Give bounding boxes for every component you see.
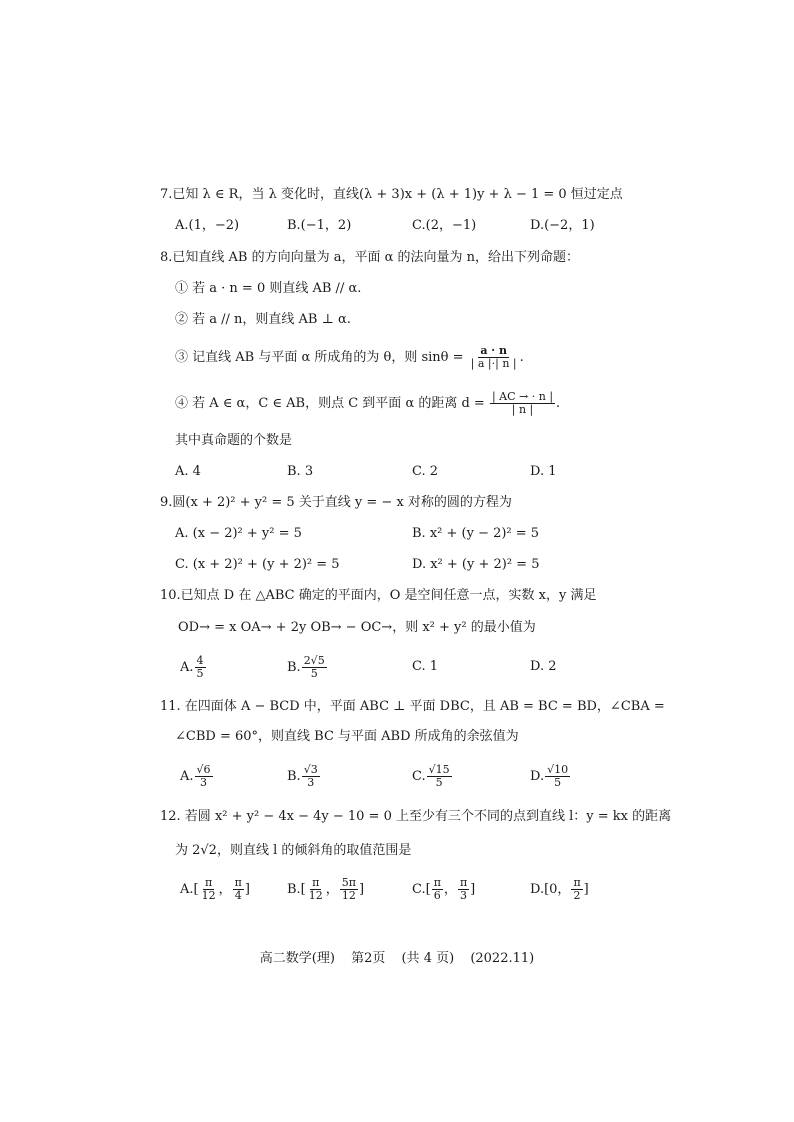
q10-option-b-label: B. — [287, 660, 301, 675]
q11-option-c — [412, 764, 453, 789]
q12-option-b-frac2-num: 5π — [341, 876, 357, 889]
q11-option-b-num: √3 — [303, 763, 318, 776]
q7-stem: 7.已知 λ ∈ R，当 λ 变化时，直线(λ + 3)x + (λ + 1)y + λ − 1 = 0 恒过定点 — [160, 187, 623, 202]
q11-option-c-num: √15 — [428, 763, 450, 776]
q8-question: 其中真命题的个数是 — [175, 433, 293, 448]
q10-option-b-num: 2√5 — [303, 654, 325, 667]
q11-option-d-den: 5 — [554, 776, 562, 789]
q8-p3-text: ③ 记直线 AB 与平面 α 所成角的为 θ，则 sinθ = — [175, 350, 464, 365]
q12-option-b-frac2 — [340, 877, 358, 902]
q12-option-c-sep: ， — [443, 882, 457, 897]
q11-option-d-num: √10 — [547, 763, 569, 776]
q12-option-c-frac2-num: π — [459, 876, 468, 889]
q12-option-a-frac2 — [233, 877, 244, 902]
q12-option-d-frac-den: 2 — [573, 889, 581, 902]
q11-option-a — [180, 764, 214, 789]
q12-option-a-frac1-num: π — [204, 876, 213, 889]
q8-p3-fraction — [469, 345, 519, 370]
q8-p4-numerator: | AC → · n | — [491, 390, 554, 403]
q12-option-d-close: ] — [583, 882, 589, 897]
q12-option-c-frac1-num: π — [433, 876, 441, 889]
q10-option-b-den: 5 — [310, 667, 318, 680]
q8-stem: 8.已知直线 AB 的方向向量为 a，平面 α 的法向量为 n，给出下列命题： — [160, 250, 580, 265]
q11-option-a-den: 3 — [200, 776, 208, 789]
q12-option-b-frac1-den: 12 — [308, 889, 323, 902]
q11-option-d-label: D. — [530, 769, 545, 784]
q10-option-d: D. 2 — [530, 659, 557, 674]
q7-option-a: A.(1，−2) — [175, 218, 240, 233]
footer-subject: 高二数学(理) — [259, 951, 335, 966]
q11-option-b-den: 3 — [307, 776, 315, 789]
q7-option-c: C.(2，−1) — [412, 218, 477, 233]
q11-stem: 11. 在四面体 A − BCD 中，平面 ABC ⊥ 平面 DBC，且 AB = BC = BD，∠CBA = — [160, 699, 665, 714]
q8-p4-denominator: | n | — [511, 403, 534, 416]
q10-option-a-den: 5 — [196, 667, 204, 680]
q12-option-a-frac1 — [200, 877, 218, 902]
q10-option-a — [180, 655, 207, 680]
q8-proposition-3: ③ 记直线 AB 与平面 α 所成角的为 θ，则 sinθ = $\frac{a \cdot n}{| a |\cdot| n |}$ . — [175, 344, 524, 370]
q12-option-d-open: D.[0， — [530, 882, 571, 897]
q11-option-d — [530, 764, 571, 789]
q10-option-b-fraction — [302, 655, 327, 680]
q8-proposition-4: ④ 若 A ∈ α，C ∈ AB，则点 C 到平面 α 的距离 d = $\frac{| AC \to \cdot n |}{| n |}$ . — [175, 390, 561, 416]
q12-stem: 12. 若圆 x² + y² − 4x − 4y − 10 = 0 上至少有三个不同的点到直线 l：y = kx 的距离 — [160, 809, 672, 824]
q11-option-b — [287, 764, 321, 789]
q12-option-b-frac1 — [307, 877, 325, 902]
q12-option-d-frac-num: π — [573, 876, 581, 889]
q8-option-d: D. 1 — [530, 464, 557, 479]
footer-page: 第2页 — [351, 951, 386, 966]
q12-option-d — [530, 877, 589, 902]
q12-option-d-frac — [571, 877, 582, 902]
q12-line2: 为 2√2，则直线 l 的倾斜角的取值范围是 — [175, 843, 412, 858]
q8-p3-denominator: | a |·| n | — [470, 357, 517, 370]
q7-option-b: B.(−1，2) — [287, 218, 352, 233]
q12-option-a-close: ] — [244, 882, 250, 897]
q10-condition: OD→ = x OA→ + 2y OB→ − OC→，则 x² + y² 的最小值为 — [178, 620, 536, 635]
q8-option-c: C. 2 — [412, 464, 439, 479]
q10-option-c: C. 1 — [412, 659, 439, 674]
q12-option-b — [287, 877, 364, 902]
q11-option-b-fraction — [302, 764, 320, 789]
q12-option-b-open: B.[ — [287, 882, 306, 897]
q12-option-c-frac2-den: 3 — [460, 889, 468, 902]
q12-option-b-close: ] — [359, 882, 365, 897]
q12-option-a — [180, 877, 250, 902]
q10-option-a-num: 4 — [196, 654, 204, 667]
q12-option-a-sep: ， — [218, 882, 232, 897]
q10-stem: 10.已知点 D 在 △ABC 确定的平面内，O 是空间任意一点，实数 x，y 满足 — [160, 588, 597, 603]
page-footer — [0, 947, 794, 966]
q11-option-a-label: A. — [180, 769, 194, 784]
q11-option-b-label: B. — [287, 769, 301, 784]
q12-option-c-frac1-den: 6 — [433, 889, 441, 902]
q8-option-a: A. 4 — [175, 464, 201, 479]
q12-option-c-frac2 — [458, 877, 469, 902]
q10-option-b — [287, 655, 328, 680]
q9-option-b: B. x² + (y − 2)² = 5 — [412, 526, 540, 541]
q8-p3-numerator: a · n — [480, 344, 507, 357]
q9-stem: 9.圆(x + 2)² + y² = 5 关于直线 y = − x 对称的圆的方程为 — [160, 495, 512, 510]
q11-option-a-num: √6 — [196, 763, 211, 776]
q11-option-a-fraction — [195, 764, 213, 789]
q12-option-a-frac2-den: 4 — [234, 889, 242, 902]
q9-option-a: A. (x − 2)² + y² = 5 — [175, 526, 302, 541]
q12-option-a-open: A.[ — [180, 882, 199, 897]
q8-proposition-2: ② 若 a // n，则直线 AB ⊥ α. — [175, 312, 351, 327]
footer-total: (共 4 页) — [401, 951, 455, 966]
q12-option-b-sep: ， — [325, 882, 339, 897]
q9-option-c: C. (x + 2)² + (y + 2)² = 5 — [175, 557, 340, 572]
q12-option-a-frac1-den: 12 — [201, 889, 216, 902]
q8-p4-fraction — [490, 391, 555, 416]
q12-option-c-open: C.[ — [412, 882, 431, 897]
q10-option-a-fraction — [195, 655, 206, 680]
q7-option-d: D.(−2，1) — [530, 218, 595, 233]
q9-option-d: D. x² + (y + 2)² = 5 — [412, 557, 540, 572]
q11-option-c-label: C. — [412, 769, 426, 784]
q12-option-b-frac2-den: 12 — [341, 889, 356, 902]
q11-line2: ∠CBD = 60°，则直线 BC 与平面 ABD 所成角的余弦值为 — [175, 729, 519, 744]
q8-option-b: B. 3 — [287, 464, 314, 479]
q12-option-b-frac1-num: π — [312, 876, 320, 889]
q8-proposition-1: ① 若 a · n = 0 则直线 AB // α. — [175, 281, 362, 296]
q12-option-c-frac1 — [432, 877, 443, 902]
q12-option-c — [412, 877, 475, 902]
q12-option-a-frac2-num: π — [234, 876, 242, 889]
q12-option-c-close: ] — [470, 882, 476, 897]
q11-option-c-fraction — [427, 764, 452, 789]
q8-p4-text: ④ 若 A ∈ α，C ∈ AB，则点 C 到平面 α 的距离 d = — [175, 396, 485, 411]
q10-option-a-label: A. — [180, 660, 194, 675]
q11-option-d-fraction — [545, 764, 570, 789]
footer-date: (2022.11) — [470, 951, 535, 966]
q11-option-c-den: 5 — [435, 776, 443, 789]
